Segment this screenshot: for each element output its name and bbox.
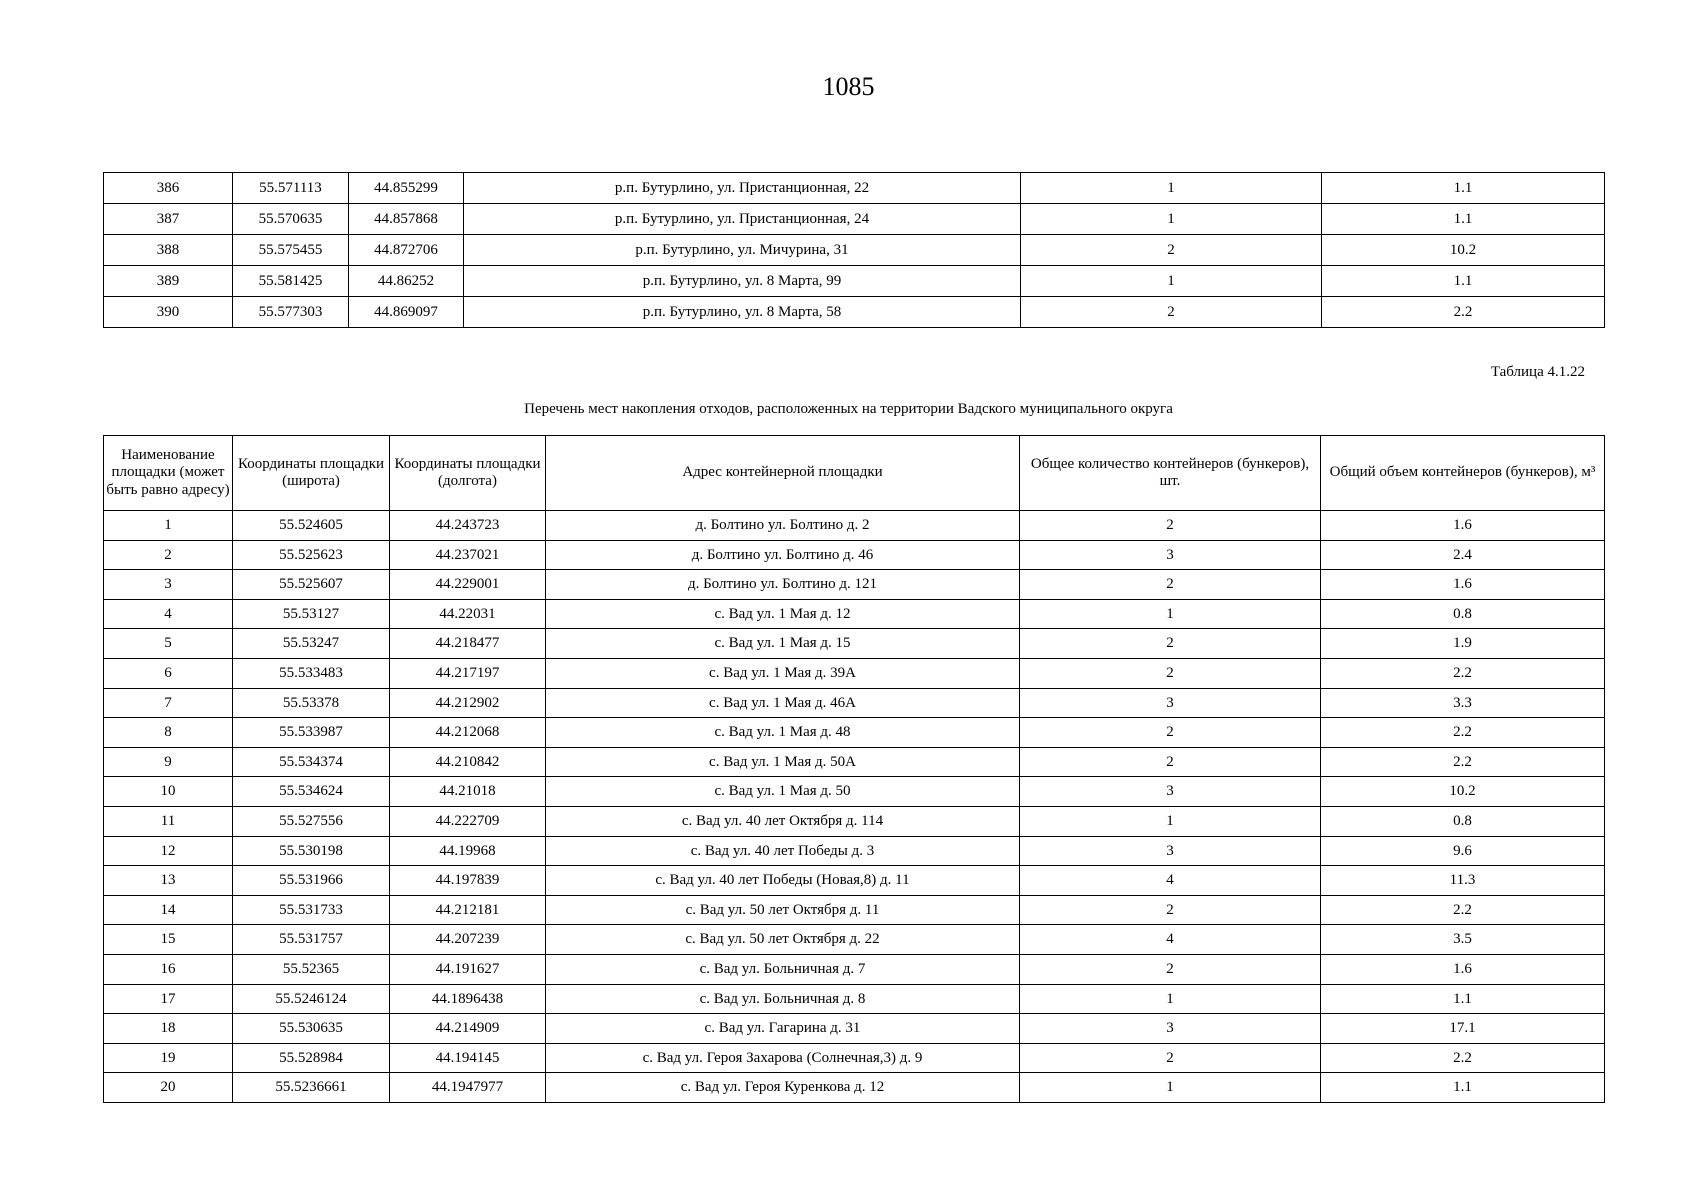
table-row — [104, 266, 1605, 297]
table-row — [104, 984, 1605, 1014]
cell-address: д. Болтино ул. Болтино д. 2 — [546, 511, 1020, 541]
cell-longitude: 44.191627 — [390, 954, 546, 984]
cell-latitude: 55.570635 — [233, 204, 349, 235]
table-row — [104, 511, 1605, 541]
cell-latitude: 55.534624 — [233, 777, 390, 807]
cell-container-count: 3 — [1020, 836, 1321, 866]
header-longitude: Координаты площадки (долгота) — [390, 436, 546, 511]
cell-latitude: 55.525623 — [233, 540, 390, 570]
table-row — [104, 297, 1605, 328]
cell-longitude: 44.86252 — [349, 266, 464, 297]
cell-number: 18 — [104, 1014, 233, 1044]
cell-longitude: 44.1947977 — [390, 1073, 546, 1103]
cell-container-count: 1 — [1020, 806, 1321, 836]
table-row — [104, 777, 1605, 807]
cell-address: с. Вад ул. 50 лет Октября д. 22 — [546, 925, 1020, 955]
cell-latitude: 55.530635 — [233, 1014, 390, 1044]
cell-container-count: 2 — [1020, 629, 1321, 659]
cell-number: 1 — [104, 511, 233, 541]
cell-latitude: 55.530198 — [233, 836, 390, 866]
cell-longitude: 44.1896438 — [390, 984, 546, 1014]
cell-longitude: 44.217197 — [390, 658, 546, 688]
cell-address: с. Вад ул. 1 Мая д. 39А — [546, 658, 1020, 688]
table-row — [104, 570, 1605, 600]
cell-container-volume: 1.6 — [1321, 954, 1605, 984]
table-row — [104, 204, 1605, 235]
cell-container-count: 3 — [1020, 688, 1321, 718]
cell-address: с. Вад ул. Гагарина д. 31 — [546, 1014, 1020, 1044]
cell-number: 14 — [104, 895, 233, 925]
cell-latitude: 55.531966 — [233, 866, 390, 896]
table-row — [104, 925, 1605, 955]
cell-address: р.п. Бутурлино, ул. Пристанционная, 22 — [464, 173, 1021, 204]
table-row — [104, 688, 1605, 718]
cell-latitude: 55.5246124 — [233, 984, 390, 1014]
cell-container-count: 1 — [1021, 173, 1322, 204]
cell-longitude: 44.22031 — [390, 599, 546, 629]
cell-number: 15 — [104, 925, 233, 955]
cell-address: с. Вад ул. Больничная д. 7 — [546, 954, 1020, 984]
cell-number: 4 — [104, 599, 233, 629]
cell-container-volume: 0.8 — [1321, 599, 1605, 629]
cell-latitude: 55.524605 — [233, 511, 390, 541]
cell-address: с. Вад ул. 1 Мая д. 46А — [546, 688, 1020, 718]
cell-longitude: 44.222709 — [390, 806, 546, 836]
main-table — [103, 435, 1605, 1103]
cell-container-count: 1 — [1021, 204, 1322, 235]
cell-latitude: 55.5236661 — [233, 1073, 390, 1103]
cell-container-volume: 1.1 — [1322, 266, 1605, 297]
cell-container-count: 1 — [1021, 266, 1322, 297]
cell-container-count: 2 — [1020, 718, 1321, 748]
cell-latitude: 55.531757 — [233, 925, 390, 955]
cell-container-count: 2 — [1020, 895, 1321, 925]
cell-address: с. Вад ул. Героя Захарова (Солнечная,3) д. 9 — [546, 1043, 1020, 1073]
top-table-body — [104, 173, 1605, 328]
table-row — [104, 866, 1605, 896]
cell-number: 3 — [104, 570, 233, 600]
cell-container-volume: 2.2 — [1322, 297, 1605, 328]
cell-number: 8 — [104, 718, 233, 748]
header-address: Адрес контейнерной площадки — [546, 436, 1020, 511]
cell-latitude: 55.53378 — [233, 688, 390, 718]
cell-longitude: 44.212902 — [390, 688, 546, 718]
cell-container-volume: 1.9 — [1321, 629, 1605, 659]
table-row — [104, 836, 1605, 866]
cell-latitude: 55.577303 — [233, 297, 349, 328]
cell-container-volume: 1.1 — [1321, 1073, 1605, 1103]
cell-number: 7 — [104, 688, 233, 718]
header-container-count: Общее количество контейнеров (бункеров), шт. — [1020, 436, 1321, 511]
cell-longitude: 44.207239 — [390, 925, 546, 955]
cell-number: 13 — [104, 866, 233, 896]
cell-number: 5 — [104, 629, 233, 659]
cell-container-volume: 2.2 — [1321, 658, 1605, 688]
cell-container-count: 4 — [1020, 866, 1321, 896]
cell-container-volume: 11.3 — [1321, 866, 1605, 896]
cell-longitude: 44.194145 — [390, 1043, 546, 1073]
cell-number: 11 — [104, 806, 233, 836]
cell-longitude: 44.237021 — [390, 540, 546, 570]
table-row — [104, 954, 1605, 984]
cell-container-count: 2 — [1021, 235, 1322, 266]
cell-container-volume: 2.2 — [1321, 1043, 1605, 1073]
cell-number: 10 — [104, 777, 233, 807]
cell-latitude: 55.527556 — [233, 806, 390, 836]
cell-container-count: 2 — [1020, 954, 1321, 984]
cell-address: с. Вад ул. 40 лет Победы (Новая,8) д. 11 — [546, 866, 1020, 896]
cell-longitude: 44.229001 — [390, 570, 546, 600]
cell-address: р.п. Бутурлино, ул. Пристанционная, 24 — [464, 204, 1021, 235]
cell-container-volume: 0.8 — [1321, 806, 1605, 836]
cell-latitude: 55.571113 — [233, 173, 349, 204]
header-container-volume: Общий объем контейнеров (бункеров), м³ — [1321, 436, 1605, 511]
cell-address: с. Вад ул. 50 лет Октября д. 11 — [546, 895, 1020, 925]
cell-address: д. Болтино ул. Болтино д. 121 — [546, 570, 1020, 600]
cell-number: 12 — [104, 836, 233, 866]
cell-address: с. Вад ул. Больничная д. 8 — [546, 984, 1020, 1014]
cell-container-volume: 9.6 — [1321, 836, 1605, 866]
cell-address: с. Вад ул. 1 Мая д. 12 — [546, 599, 1020, 629]
cell-longitude: 44.19968 — [390, 836, 546, 866]
cell-latitude: 55.533483 — [233, 658, 390, 688]
table-row — [104, 718, 1605, 748]
cell-latitude: 55.533987 — [233, 718, 390, 748]
cell-container-count: 1 — [1020, 599, 1321, 629]
cell-address: с. Вад ул. 1 Мая д. 48 — [546, 718, 1020, 748]
table-row — [104, 1043, 1605, 1073]
cell-address: с. Вад ул. 40 лет Октября д. 114 — [546, 806, 1020, 836]
header-row — [104, 436, 1605, 511]
cell-container-volume: 3.3 — [1321, 688, 1605, 718]
cell-container-volume: 10.2 — [1321, 777, 1605, 807]
header-latitude: Координаты площадки (широта) — [233, 436, 390, 511]
cell-container-volume: 2.2 — [1321, 895, 1605, 925]
cell-address: р.п. Бутурлино, ул. Мичурина, 31 — [464, 235, 1021, 266]
cell-longitude: 44.214909 — [390, 1014, 546, 1044]
table-row — [104, 599, 1605, 629]
cell-number: 16 — [104, 954, 233, 984]
cell-number: 388 — [104, 235, 233, 266]
table-row — [104, 235, 1605, 266]
cell-latitude: 55.575455 — [233, 235, 349, 266]
cell-longitude: 44.855299 — [349, 173, 464, 204]
cell-address: с. Вад ул. 1 Мая д. 50А — [546, 747, 1020, 777]
cell-address: с. Вад ул. 1 Мая д. 15 — [546, 629, 1020, 659]
cell-container-volume: 1.1 — [1321, 984, 1605, 1014]
cell-number: 2 — [104, 540, 233, 570]
cell-container-count: 3 — [1020, 777, 1321, 807]
cell-longitude: 44.857868 — [349, 204, 464, 235]
cell-longitude: 44.212068 — [390, 718, 546, 748]
cell-longitude: 44.212181 — [390, 895, 546, 925]
cell-address: с. Вад ул. 1 Мая д. 50 — [546, 777, 1020, 807]
cell-number: 6 — [104, 658, 233, 688]
cell-latitude: 55.53247 — [233, 629, 390, 659]
cell-number: 17 — [104, 984, 233, 1014]
cell-address: с. Вад ул. Героя Куренкова д. 12 — [546, 1073, 1020, 1103]
cell-latitude: 55.581425 — [233, 266, 349, 297]
cell-latitude: 55.534374 — [233, 747, 390, 777]
cell-container-count: 1 — [1020, 1073, 1321, 1103]
cell-container-count: 2 — [1021, 297, 1322, 328]
main-table-body — [104, 511, 1605, 1103]
cell-container-count: 2 — [1020, 658, 1321, 688]
cell-container-volume: 2.2 — [1321, 718, 1605, 748]
table-row — [104, 540, 1605, 570]
cell-container-volume: 10.2 — [1322, 235, 1605, 266]
table-row — [104, 747, 1605, 777]
cell-container-volume: 2.4 — [1321, 540, 1605, 570]
cell-longitude: 44.218477 — [390, 629, 546, 659]
cell-longitude: 44.21018 — [390, 777, 546, 807]
cell-address: д. Болтино ул. Болтино д. 46 — [546, 540, 1020, 570]
cell-container-count: 2 — [1020, 570, 1321, 600]
page-number: 1085 — [822, 72, 875, 101]
cell-number: 389 — [104, 266, 233, 297]
cell-container-count: 2 — [1020, 747, 1321, 777]
cell-number: 386 — [104, 173, 233, 204]
cell-address: р.п. Бутурлино, ул. 8 Марта, 58 — [464, 297, 1021, 328]
cell-address: р.п. Бутурлино, ул. 8 Марта, 99 — [464, 266, 1021, 297]
cell-longitude: 44.243723 — [390, 511, 546, 541]
table-number: Таблица 4.1.22 — [1490, 364, 1585, 380]
cell-container-volume: 3.5 — [1321, 925, 1605, 955]
table-row — [104, 806, 1605, 836]
cell-container-count: 1 — [1020, 984, 1321, 1014]
cell-number: 390 — [104, 297, 233, 328]
header-site-name: Наименование площадки (может быть равно адресу) — [104, 436, 233, 511]
cell-container-count: 4 — [1020, 925, 1321, 955]
table-row — [104, 895, 1605, 925]
table-row — [104, 1073, 1605, 1103]
cell-number: 387 — [104, 204, 233, 235]
table-row — [104, 1014, 1605, 1044]
cell-number: 9 — [104, 747, 233, 777]
cell-container-count: 2 — [1020, 1043, 1321, 1073]
cell-container-volume: 17.1 — [1321, 1014, 1605, 1044]
cell-longitude: 44.869097 — [349, 297, 464, 328]
table-title: Перечень мест накопления отходов, расположенных на территории Вадского муниципального округа — [524, 401, 1173, 417]
table-row — [104, 173, 1605, 204]
cell-latitude: 55.525607 — [233, 570, 390, 600]
cell-longitude: 44.210842 — [390, 747, 546, 777]
cell-longitude: 44.197839 — [390, 866, 546, 896]
cell-container-volume: 1.1 — [1322, 204, 1605, 235]
cell-longitude: 44.872706 — [349, 235, 464, 266]
cell-latitude: 55.53127 — [233, 599, 390, 629]
cell-container-count: 3 — [1020, 540, 1321, 570]
cell-container-volume: 2.2 — [1321, 747, 1605, 777]
cell-address: с. Вад ул. 40 лет Победы д. 3 — [546, 836, 1020, 866]
cell-latitude: 55.52365 — [233, 954, 390, 984]
top-table — [103, 172, 1605, 328]
cell-container-volume: 1.6 — [1321, 570, 1605, 600]
cell-container-count: 2 — [1020, 511, 1321, 541]
main-table-header — [104, 436, 1605, 511]
table-row — [104, 629, 1605, 659]
cell-container-count: 3 — [1020, 1014, 1321, 1044]
cell-latitude: 55.531733 — [233, 895, 390, 925]
table-row — [104, 658, 1605, 688]
cell-container-volume: 1.6 — [1321, 511, 1605, 541]
cell-container-volume: 1.1 — [1322, 173, 1605, 204]
cell-latitude: 55.528984 — [233, 1043, 390, 1073]
cell-number: 20 — [104, 1073, 233, 1103]
cell-number: 19 — [104, 1043, 233, 1073]
